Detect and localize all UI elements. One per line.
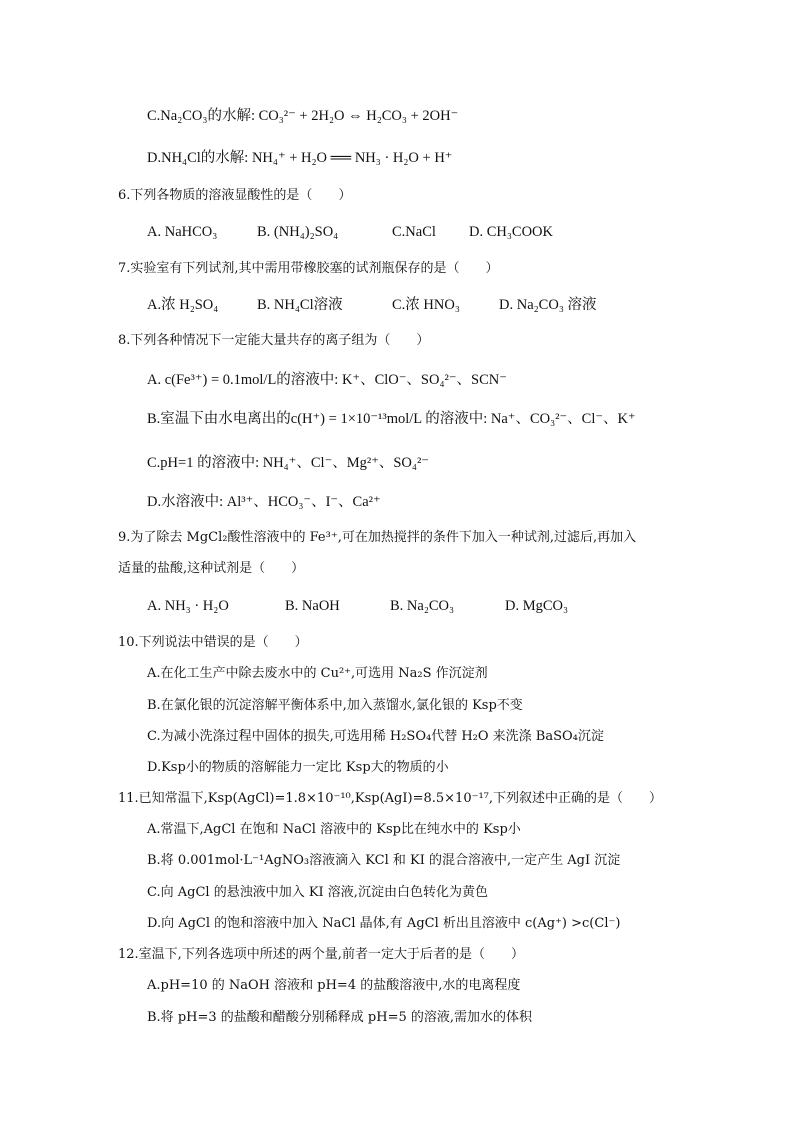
q7-option-b: B. NH₄Cl溶液 xyxy=(257,297,343,313)
q6-option-a: A. NaHCO₃ xyxy=(147,224,218,240)
q9-option-c: B. Na₂CO₃ xyxy=(390,598,455,614)
question-6: 6.下列各物质的溶液显酸性的是（ ） xyxy=(118,188,352,203)
q11-option-d: D.向 AgCl 的饱和溶液中加入 NaCl 晶体,有 AgCl 析出且溶液中 c(Ag⁺) >c(Cl⁻) xyxy=(147,916,621,931)
q7-option-c: C.浓 HNO₃ xyxy=(392,297,460,313)
question-12: 12.室温下,下列各选项中所述的两个量,前者一定大于后者的是（ ） xyxy=(118,947,524,962)
q9-options xyxy=(147,596,707,616)
q7-option-d: D. Na₂CO₃ 溶液 xyxy=(499,297,597,313)
q7-options xyxy=(147,295,707,315)
q12-option-b: B.将 pH=3 的盐酸和醋酸分别稀释成 pH=5 的溶液,需加水的体积 xyxy=(147,1010,532,1025)
q11-option-c: C.向 AgCl 的悬浊液中加入 KI 溶液,沉淀由白色转化为黄色 xyxy=(147,885,488,900)
q11-option-b: B.将 0.001mol·L⁻¹AgNO₃溶液滴入 KCl 和 KI 的混合溶液中,一定产生 AgI 沉淀 xyxy=(147,853,621,868)
q5-option-d: D.NH₄Cl的水解: NH₄⁺ + H₂O ══ NH₃ · H₂O + H⁺ xyxy=(147,150,453,166)
question-9-line-1: 9.为了除去 MgCl₂酸性溶液中的 Fe³⁺,可在加热搅拌的条件下加入一种试剂,过滤后,再加入 xyxy=(118,530,637,545)
q8-option-d: D.水溶液中: Al³⁺、HCO₃⁻、I⁻、Ca²⁺ xyxy=(147,494,381,510)
q10-option-c: C.为减小洗涤过程中固体的损失,可选用稀 H₂SO₄代替 H₂O 来洗涤 BaSO₄沉淀 xyxy=(147,729,604,744)
question-9-line-2: 适量的盐酸,这种试剂是（ ） xyxy=(118,561,305,576)
q8-option-a: A. c(Fe³⁺) = 0.1mol/L的溶液中: K⁺、ClO⁻、SO₄²⁻、SCN⁻ xyxy=(147,372,507,388)
question-7: 7.实验室有下列试剂,其中需用带橡胶塞的试剂瓶保存的是（ ） xyxy=(118,261,499,276)
q8-option-c: C.pH=1 的溶液中: NH₄⁺、Cl⁻、Mg²⁺、SO₄²⁻ xyxy=(147,455,429,471)
q6-option-b: B. (NH₄)₂SO₄ xyxy=(257,224,339,240)
question-8: 8.下列各种情况下一定能大量共存的离子组为（ ） xyxy=(118,333,430,348)
q10-option-b: B.在氯化银的沉淀溶解平衡体系中,加入蒸馏水,氯化银的 Ksp不变 xyxy=(147,698,523,713)
q12-option-a: A.pH=10 的 NaOH 溶液和 pH=4 的盐酸溶液中,水的电离程度 xyxy=(147,978,521,993)
q11-option-a: A.常温下,AgCl 在饱和 NaCl 溶液中的 Ksp比在纯水中的 Ksp小 xyxy=(147,822,521,837)
q6-option-c: C.NaCl xyxy=(392,224,436,240)
q10-option-a: A.在化工生产中除去废水中的 Cu²⁺,可选用 Na₂S 作沉淀剂 xyxy=(147,666,488,681)
question-11: 11.已知常温下,Ksp(AgCl)=1.8×10⁻¹⁰,Ksp(AgI)=8.5×10⁻¹⁷,下列叙述中正确的是（ ） xyxy=(118,791,663,806)
q10-option-d: D.Ksp小的物质的溶解能力一定比 Ksp大的物质的小 xyxy=(147,760,449,775)
q6-options xyxy=(147,222,707,242)
q7-option-a: A.浓 H₂SO₄ xyxy=(147,297,219,313)
q8-option-b: B.室温下由水电离出的c(H⁺) = 1×10⁻¹³mol/L 的溶液中: Na⁺、CO₃²⁻、Cl⁻、K⁺ xyxy=(147,411,636,427)
question-10: 10.下列说法中错误的是（ ） xyxy=(118,635,308,650)
q9-option-a: A. NH₃ · H₂O xyxy=(147,598,229,614)
q9-option-b: B. NaOH xyxy=(285,598,340,614)
q9-option-d: D. MgCO₃ xyxy=(505,598,569,614)
q5-option-c: C.Na₂CO₃的水解: CO₃²⁻ + 2H₂O ⇔ H₂CO₃ + 2OH⁻ xyxy=(147,108,459,124)
q6-option-d: D. CH₃COOK xyxy=(469,224,554,240)
